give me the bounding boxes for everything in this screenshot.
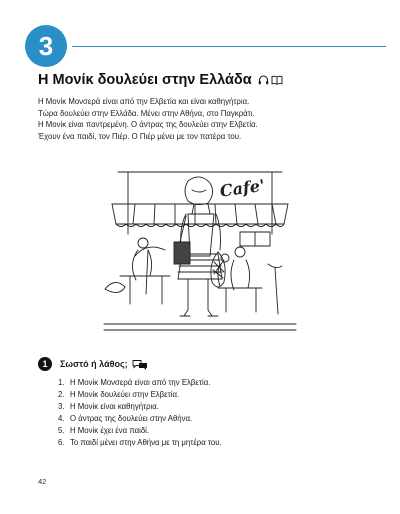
exercise-item-text: Η Μονίκ δουλεύει στην Ελβετία. — [70, 390, 180, 399]
exercise-title: Σωστό ή λάθος; — [60, 359, 128, 369]
exercise-item: 6. Το παιδί μένει στην Αθήνα με τη μητέρα του. — [58, 438, 222, 447]
intro-line: Η Μονίκ είναι παντρεμένη. Ο άντρας της δουλεύει στην Ελβετία. — [38, 120, 258, 129]
title-icons — [258, 75, 283, 85]
exercise-item: 4. Ο άντρας της δουλεύει στην Αθήνα. — [58, 414, 193, 423]
cafe-illustration — [100, 164, 300, 336]
page-number: 42 — [38, 477, 47, 486]
exercise-items — [58, 377, 222, 449]
intro-line: Η Μονίκ Μονσερά είναι από την Ελβετία και είναι καθηγήτρια. — [38, 97, 250, 106]
intro-line: Έχουν ένα παιδί, τον Πιέρ. Ο Πιέρ μένει με τον πατέρα του. — [38, 131, 242, 141]
exercise-item: 3. Η Μονίκ είναι καθηγήτρια. — [58, 402, 159, 411]
book-icon — [271, 75, 283, 85]
exercise-item-text: Το παιδί μένει στην Αθήνα με τη μητέρα του. — [70, 438, 222, 447]
exercise-item-text: Ο άντρας της δουλεύει στην Αθήνα. — [70, 414, 193, 423]
exercise-header — [38, 357, 148, 371]
exercise-item-text: Η Μονίκ έχει ένα παιδί. — [70, 426, 150, 435]
intro-line: Τώρα δουλεύει στην Ελλάδα. Μένει στην Αθήνα, στο Παγκράτι. — [38, 108, 255, 118]
exercise-number-badge: 1 — [38, 357, 52, 371]
cafe-sign-text: Cafe' — [218, 175, 266, 201]
speech-bubbles-icon — [132, 359, 148, 370]
exercise-item: 5. Η Μονίκ έχει ένα παιδί. — [58, 426, 150, 435]
exercise-item: 1. Η Μονίκ Μονσερά είναι από την Ελβετία. — [58, 378, 211, 387]
exercise-item: 2. Η Μονίκ δουλεύει στην Ελβετία. — [58, 390, 180, 399]
exercise-item-text: Η Μονίκ είναι καθηγήτρια. — [70, 402, 159, 411]
lesson-title-row — [38, 72, 283, 88]
unit-number-badge: 3 — [25, 25, 67, 67]
intro-paragraph — [38, 96, 258, 142]
headphones-icon — [258, 75, 269, 85]
exercise-item-text: Η Μονίκ Μονσερά είναι από την Ελβετία. — [70, 378, 211, 387]
lesson-title: Η Μονίκ δουλεύει στην Ελλάδα — [38, 72, 252, 88]
header-rule — [72, 46, 386, 47]
